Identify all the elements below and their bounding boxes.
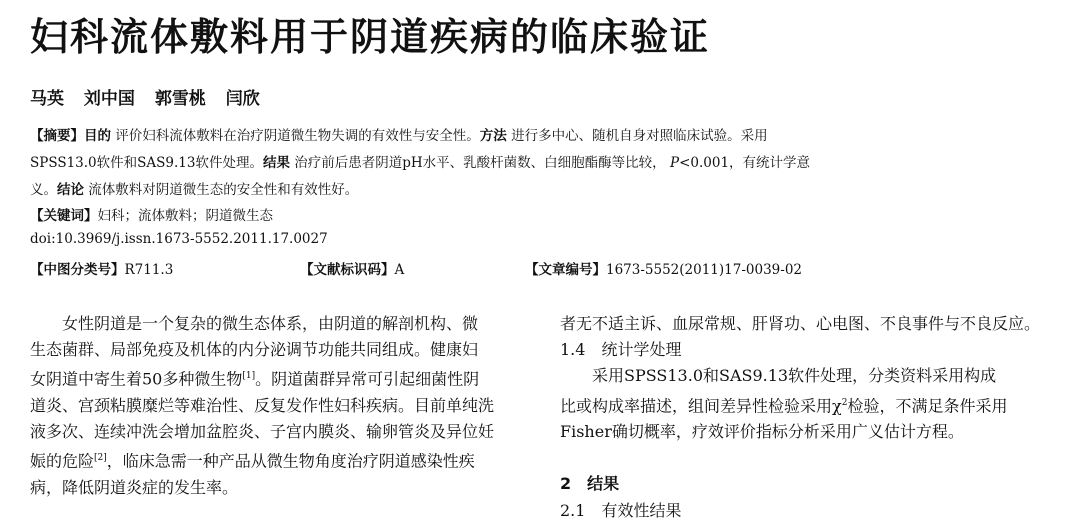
keywords-text: 妇科；流体敷料；阴道微生态	[97, 208, 273, 224]
article-number	[525, 258, 802, 278]
citation-ref: [1]	[242, 371, 256, 382]
line-text: 检验，不满足条件采用	[847, 395, 1008, 415]
doc-code-label: 【文献标识码】	[300, 262, 395, 278]
abstract-line-1	[30, 124, 768, 144]
body-right-column	[560, 311, 1070, 524]
result-label: 结果	[262, 155, 290, 171]
citation-ref: [2]	[94, 453, 107, 464]
line-text: 。阴道菌群异常可引起细菌性阴	[255, 369, 480, 389]
paragraph-line	[30, 445, 540, 475]
doc-code-value: A	[394, 262, 405, 278]
paragraph-line: 道炎、宫颈粘膜糜烂等难治性、反复发作性妇科疾病。目前单纯洗	[30, 395, 495, 415]
clc-value: R711.3	[124, 262, 174, 278]
paragraph-line: 者无不适主诉、血尿常规、肝肾功、心电图、不良事件与不良反应。	[560, 314, 1041, 333]
paragraph-line: 采用SPSS13.0和SAS9.13软件处理，分类资料采用构成	[592, 366, 997, 386]
body-left-column	[30, 311, 540, 501]
article-number-label: 【文章编号】	[525, 262, 606, 278]
paragraph-line: 病，降低阴道炎症的发生率。	[30, 477, 239, 497]
paragraph-line	[30, 363, 540, 393]
section-heading-2	[560, 471, 1070, 497]
result-text-end: 义。	[30, 182, 57, 198]
paragraph-line	[560, 390, 1070, 420]
author-name: 郭雪桃	[154, 89, 206, 109]
method-text: 进行多中心、随机自身对照临床试验。采用	[511, 128, 768, 144]
method-text-cont: SPSS13.0软件和SAS9.13软件处理。	[30, 155, 263, 171]
author-list	[30, 84, 274, 109]
paragraph-line: Fisher确切概率，疗效评价指标分析采用广义估计方程。	[560, 422, 964, 442]
keywords-label: 【关键词】	[30, 208, 98, 224]
conclusion-label: 结论	[57, 182, 84, 198]
objective-text: 评价妇科流体敷料在治疗阴道微生物失调的有效性与安全性。	[115, 128, 480, 144]
objective-label: 目的	[84, 128, 111, 144]
result-text-cont: <0.001，有统计学意	[679, 155, 811, 171]
doc-code	[300, 258, 404, 278]
author-name: 闫欣	[225, 89, 260, 109]
line-text: ，临床急需一种产品从微生物角度治疗阴道感染性疾	[106, 451, 475, 471]
superscript: 2	[841, 397, 848, 408]
keywords-line	[30, 204, 273, 224]
p-value-label: P	[669, 155, 680, 171]
paragraph-line: 女性阴道是一个复杂的微生态体系，由阴道的解剖机构、微	[62, 314, 479, 333]
paragraph-line: 液多次、连续冲洗会增加盆腔炎、子宫内膜炎、输卵管炎及异位妊	[30, 422, 495, 442]
article-number-value: 1673-5552(2011)17-0039-02	[606, 262, 803, 278]
section-heading-2-1: 2.1 有效性结果	[560, 500, 682, 520]
conclusion-text: 流体敷料对阴道微生态的安全性和有效性好。	[88, 182, 359, 198]
result-text: 治疗前后患者阴道pH水平、乳酸杆菌数、白细胞酯酶等比较，	[294, 155, 666, 171]
line-text: 娠的危险	[30, 451, 95, 471]
author-name: 刘中国	[83, 89, 135, 109]
abstract-line-2	[30, 151, 810, 171]
paragraph-line: 生态菌群、局部免疫及机体的内分泌调节功能共同组成。健康妇	[30, 340, 479, 360]
author-name: 马英	[30, 89, 64, 109]
article-title: 妇科流体敷料用于阴道疾病的临床验证	[30, 15, 711, 59]
section-heading-1-4: 1.4 统计学处理	[560, 340, 682, 360]
abstract-line-3	[30, 178, 358, 198]
line-text: 女阴道中寄生着50多种微生物	[30, 369, 243, 389]
heading-text: 2 结果	[560, 474, 620, 494]
line-text: 比或构成率描述，组间差异性检验采用χ	[560, 395, 842, 415]
method-label: 方法	[479, 128, 507, 144]
clc-number	[30, 258, 173, 278]
abstract-label: 【摘要】	[30, 128, 84, 144]
doi-line: doi:10.3969/j.issn.1673-5552.2011.17.0027	[30, 231, 328, 247]
clc-label: 【中图分类号】	[30, 262, 125, 278]
